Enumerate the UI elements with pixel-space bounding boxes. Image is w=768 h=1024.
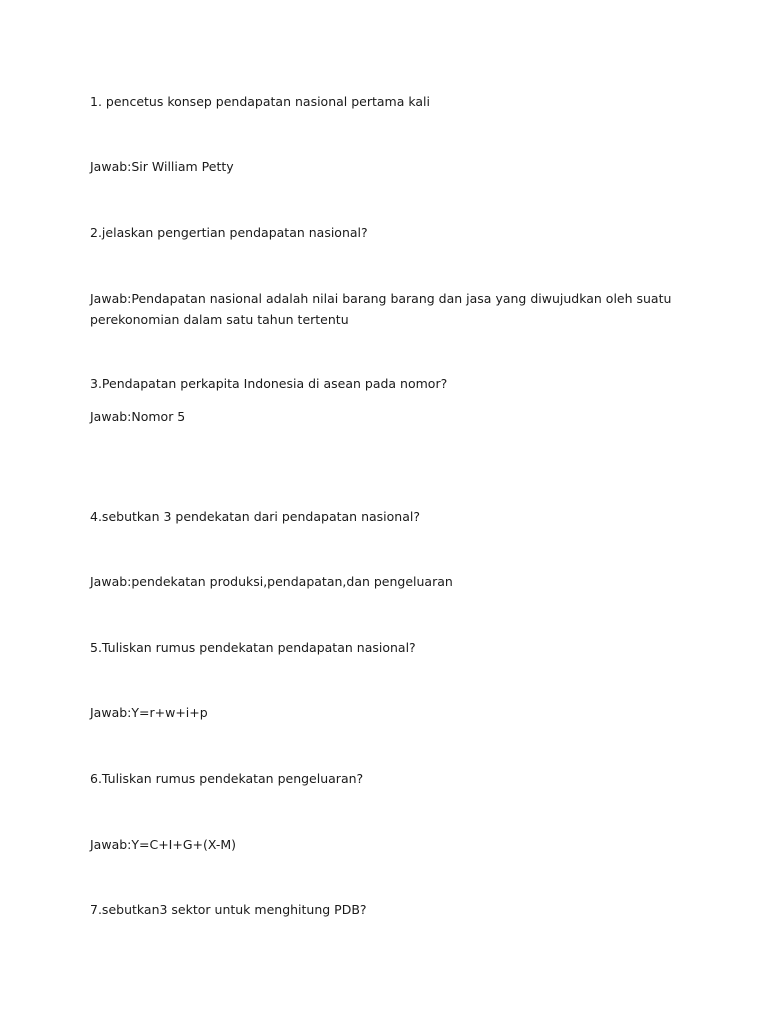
question-6: 6.Tuliskan rumus pendekatan pengeluaran?	[90, 771, 364, 786]
answer-2-line-2: perekonomian dalam satu tahun tertentu	[90, 312, 349, 327]
answer-2-line-1: Jawab:Pendapatan nasional adalah nilai barang barang dan jasa yang diwujudkan oleh suatu	[90, 291, 672, 306]
answer-1: Jawab:Sir William Petty	[90, 159, 234, 174]
answer-5: Jawab:Y=r+w+i+p	[90, 705, 208, 720]
answer-4: Jawab:pendekatan produksi,pendapatan,dan pengeluaran	[90, 574, 453, 589]
question-3: 3.Pendapatan perkapita Indonesia di asean pada nomor?	[90, 376, 448, 391]
question-7: 7.sebutkan3 sektor untuk menghitung PDB?	[90, 902, 367, 917]
question-2: 2.jelaskan pengertian pendapatan nasional?	[90, 225, 368, 240]
question-5: 5.Tuliskan rumus pendekatan pendapatan nasional?	[90, 640, 416, 655]
answer-3: Jawab:Nomor 5	[90, 409, 186, 424]
question-4: 4.sebutkan 3 pendekatan dari pendapatan nasional?	[90, 509, 420, 524]
question-1: 1. pencetus konsep pendapatan nasional pertama kali	[90, 94, 430, 109]
answer-6: Jawab:Y=C+I+G+(X-M)	[90, 837, 236, 852]
